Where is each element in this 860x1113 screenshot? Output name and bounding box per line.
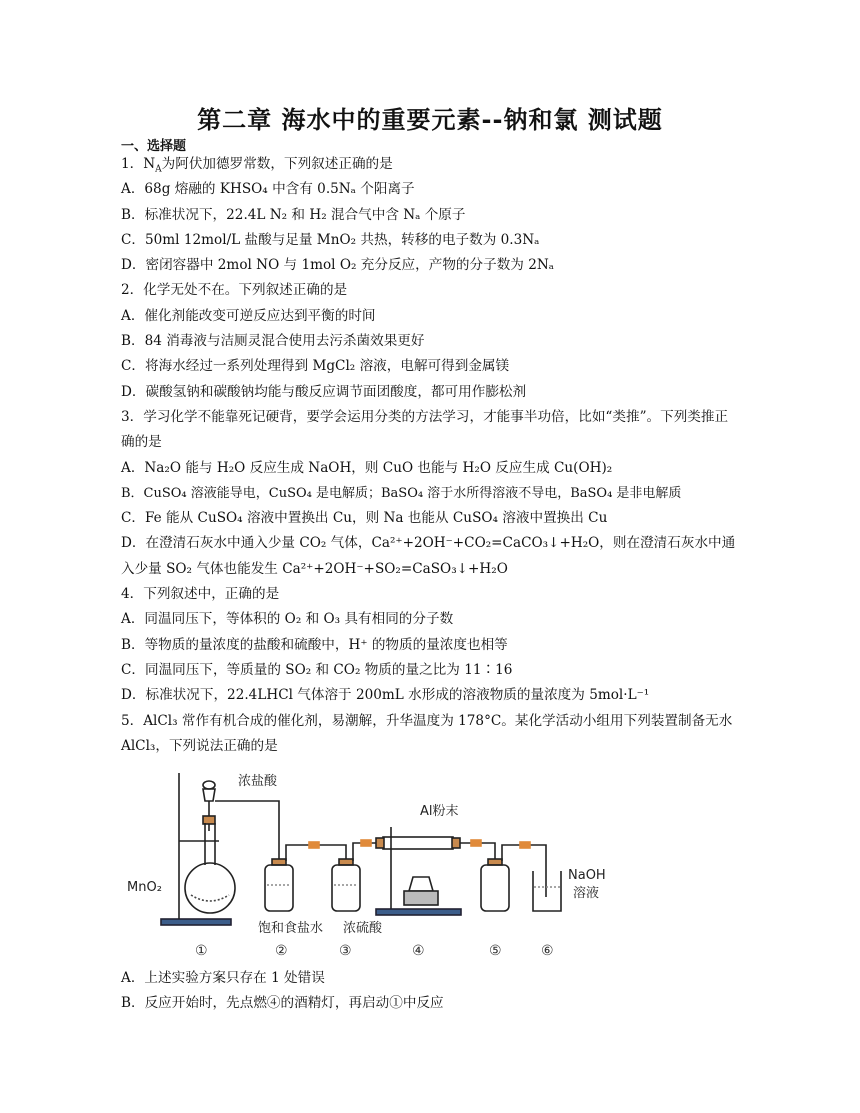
apparatus-number-1: ① <box>195 943 208 960</box>
question-4-stem: 4．下列叙述中，正确的是 <box>121 586 280 603</box>
page-title: 第二章 海水中的重要元素--钠和氯 测试题 <box>197 106 663 134</box>
question-1-stem: 1．$N_A$为阿伏加德罗常数，下列叙述正确的是 <box>121 156 393 175</box>
label-sat-nacl: 饱和食盐水 <box>258 921 324 937</box>
question-4-option-d: D．标准状况下，22.4LHCl 气体溶于 200mL 水形成的溶液物质的量浓度为 5mol·L⁻¹ <box>121 687 650 704</box>
question-1-option-d: D．密闭容器中 2mol NO 与 1mol O₂ 充分反应，产物的分子数为 2Nₐ <box>121 257 554 274</box>
label-mno2: MnO₂ <box>127 880 162 896</box>
question-2-stem: 2．化学无处不在。下列叙述正确的是 <box>121 282 348 299</box>
label-conc-hcl: 浓盐酸 <box>238 774 278 790</box>
question-1-option-c: C．50ml 12mol/L 盐酸与足量 MnO₂ 共热，转移的电子数为 0.3Nₐ <box>121 231 540 248</box>
question-list <box>121 152 741 1017</box>
section-heading: 一、选择题 <box>121 139 187 154</box>
apparatus-number-3: ③ <box>339 943 352 960</box>
label-conc-h2so4: 浓硫酸 <box>343 921 383 937</box>
question-3-stem: 3．学习化学不能靠死记硬背，要学会运用分类的方法学习，才能事半功倍，比如“类推”。下列类推正确的是 <box>121 408 729 451</box>
question-3-option-a: A．Na₂O 能与 H₂O 反应生成 NaOH，则 CuO 也能与 H₂O 反应生成 Cu(OH)₂ <box>121 459 613 476</box>
apparatus-number-5: ⑤ <box>489 943 502 960</box>
label-naoh: NaOH <box>568 868 606 884</box>
question-2-option-a: A．催化剂能改变可逆反应达到平衡的时间 <box>121 307 376 324</box>
apparatus-number-4: ④ <box>412 943 425 960</box>
question-2-option-d: D．碳酸氢钠和碳酸钠均能与酸反应调节面团酸度，都可用作膨松剂 <box>121 383 527 400</box>
apparatus-figure <box>121 761 681 966</box>
question-3-option-b: B．CuSO₄ 溶液能导电，CuSO₄ 是电解质；BaSO₄ 溶于水所得溶液不导电，BaSO₄ 是非电解质 <box>121 485 682 501</box>
question-3-option-d: D．在澄清石灰水中通入少量 CO₂ 气体，Ca²⁺+2OH⁻+CO₂=CaCO₃↓+H₂O，则在澄清石灰水中通入少量 SO₂ 气体也能发生 Ca²⁺+2OH⁻+SO₂=CaSO₃↓+H₂O <box>121 535 736 577</box>
question-4-option-a: A．同温同压下，等体积的 O₂ 和 O₃ 具有相同的分子数 <box>121 611 454 628</box>
label-al-powder: Al粉末 <box>420 804 459 820</box>
question-4-option-c: C．同温同压下，等质量的 SO₂ 和 CO₂ 物质的量之比为 11∶16 <box>121 661 513 678</box>
question-2-option-b: B．84 消毒液与洁厕灵混合使用去污杀菌效果更好 <box>121 333 425 350</box>
question-5-stem: 5．AlCl₃ 常作有机合成的催化剂，易潮解，升华温度为 178°C。某化学活动小组用下列装置制备无水 AlCl₃，下列说法正确的是 <box>121 712 733 754</box>
question-5-option-b: B．反应开始时，先点燃④的酒精灯，再启动①中反应 <box>121 995 444 1012</box>
question-2-option-c: C．将海水经过一系列处理得到 MgCl₂ 溶液，电解可得到金属镁 <box>121 358 510 375</box>
question-5-option-a: A．上述实验方案只存在 1 处错误 <box>121 970 325 987</box>
question-1-option-b: B．标准状况下，22.4L N₂ 和 H₂ 混合气中含 Nₐ 个原子 <box>121 206 466 223</box>
apparatus-number-2: ② <box>275 943 288 960</box>
question-4-option-b: B．等物质的量浓度的盐酸和硫酸中，H⁺ 的物质的量浓度也相等 <box>121 636 508 653</box>
question-1-option-a: A．68g 熔融的 KHSO₄ 中含有 0.5Nₐ 个阳离子 <box>121 181 415 198</box>
apparatus-number-6: ⑥ <box>541 943 554 960</box>
label-solution: 溶液 <box>573 886 600 902</box>
question-3-option-c: C．Fe 能从 CuSO₄ 溶液中置换出 Cu，则 Na 也能从 CuSO₄ 溶液中置换出 Cu <box>121 510 608 527</box>
